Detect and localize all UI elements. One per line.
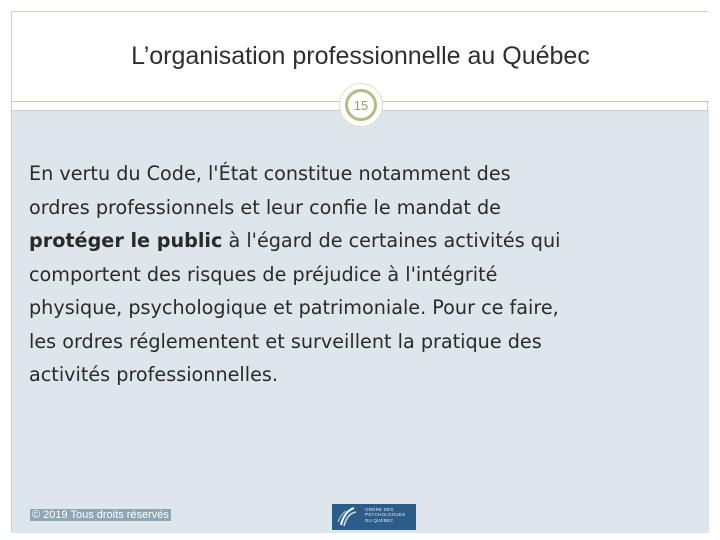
- page-number-badge: [339, 83, 383, 127]
- logo-wordmark: [362, 504, 416, 530]
- slide-title: L’organisation professionnelle au Québec: [131, 42, 590, 70]
- footer-copyright: © 2019 Tous droits réservés: [32, 509, 169, 521]
- page-number: 15: [353, 97, 369, 113]
- body-line: les ordres réglementent et surveillent la pratique des: [29, 329, 542, 353]
- psi-logo-icon: [332, 504, 362, 530]
- body-paragraph: [29, 157, 679, 392]
- body-line: physique, psychologique et patrimoniale. Pour ce faire,: [29, 296, 559, 319]
- body-line: activités professionnelles.: [29, 363, 278, 386]
- logo-text-line: DU QUÉBEC: [365, 517, 394, 523]
- page-number-ring: [345, 89, 377, 121]
- body-line: à l'égard de certaines activités qui: [222, 229, 561, 252]
- logo-text-line: ORDRE DES: [365, 507, 394, 512]
- body-line: En vertu du Code, l'État constitue notamment des: [29, 162, 511, 185]
- body-emphasis: protéger le public: [29, 229, 223, 252]
- body-line: ordres professionnels et leur confie le mandat de: [29, 195, 501, 219]
- organization-logo: [332, 504, 416, 530]
- logo-text-line: PSYCHOLOGUES: [365, 512, 406, 518]
- body-line: comportent des risques de préjudice à l'intégrité: [29, 262, 498, 286]
